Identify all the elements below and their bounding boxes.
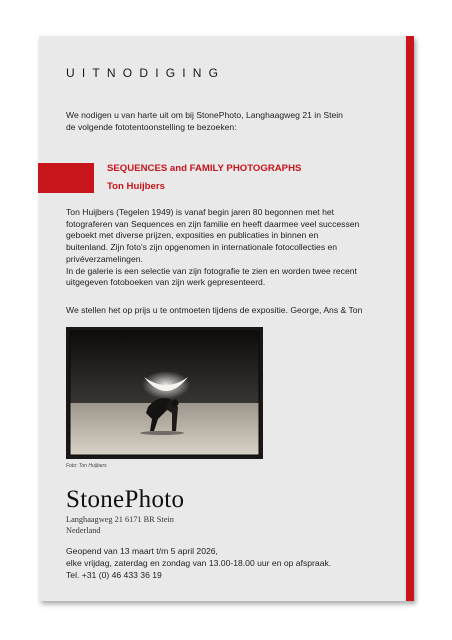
intro-line: de volgende fototentoonstelling te bezoeken: (66, 121, 237, 132)
event-title: SEQUENCES and FAMILY PHOTOGRAPHS (107, 163, 302, 174)
opening-line: elke vrijdag, zaterdag en zondag van 13.00-18.00 uur en op afspraak. (66, 558, 332, 568)
bio-line: buitenland. Zijn foto's zijn opgenomen in internationale fotocollecties en (66, 242, 338, 253)
closing-text: We stellen het op prijs u te ontmoeten tijdens de expositie. George, Ans & Ton (66, 305, 363, 315)
artist-bio (66, 207, 401, 289)
exhibition-photo (66, 327, 263, 459)
intro-text (66, 110, 401, 133)
bio-line: Ton Huijbers (Tegelen 1949) is vanaf begin jaren 80 begonnen met het (66, 207, 335, 217)
address-line: Langhaagweg 21 6171 BR Stein (66, 515, 174, 524)
photo-image (66, 327, 263, 459)
photo-caption: Foto: Ton Huijbers (66, 463, 107, 469)
intro-line: We nodigen u van harte uit om bij StonePhoto, Langhaagweg 21 in Stein (66, 110, 343, 120)
stonephoto-logo: StonePhoto (66, 486, 185, 513)
bio-line: fotograferen van Sequences en zijn familie en heeft daarmee veel successen (66, 218, 360, 229)
address-country: Nederland (66, 526, 101, 535)
bio-line: In de galerie is een selectie van zijn fotografie te zien en worden twee recent (66, 265, 357, 276)
bio-line: geboekt met diverse prijzen, exposities en publicaties in binnen en (66, 230, 319, 241)
bio-line: privéverzamelingen. (66, 253, 143, 264)
invitation-heading: UITNODIGING (66, 66, 226, 80)
red-accent-block (38, 163, 94, 193)
bio-line: uitgegeven fotoboeken van zijn werk gepresenteerd. (66, 277, 266, 288)
event-artist: Ton Huijbers (107, 181, 165, 192)
red-side-stripe (406, 36, 414, 601)
opening-line: Geopend van 13 maart t/m 5 april 2026, (66, 546, 218, 556)
phone-line: Tel. +31 (0) 46 433 36 19 (66, 570, 162, 580)
opening-hours (66, 545, 331, 581)
